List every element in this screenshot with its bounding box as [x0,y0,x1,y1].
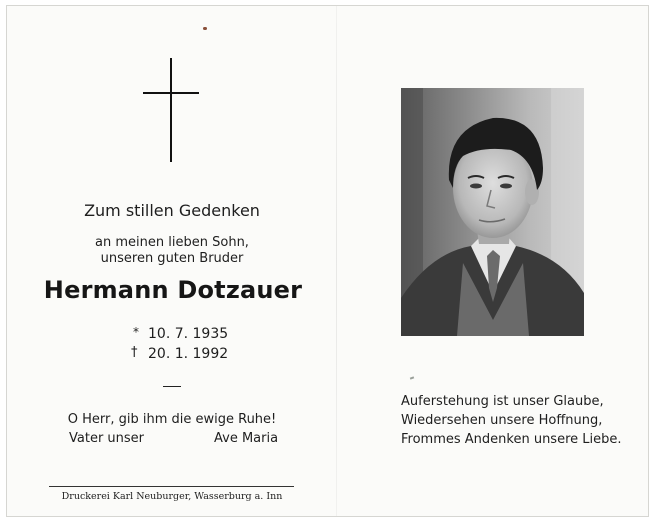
fold-line [336,6,337,516]
birth-date: 10. 7. 1935 [148,326,229,342]
death-cross-symbol: † [131,345,138,360]
deceased-name: Hermann Dotzauer [43,276,303,304]
separator-dash [163,386,181,387]
paper-mark [410,376,414,379]
verse-line-3: Frommes Andenken unsere Liebe. [401,432,622,447]
prayer-ave-maria: Ave Maria [214,431,279,446]
memorial-heading: Zum stillen Gedenken [84,201,260,220]
relation-line-2: unseren guten Bruder [100,251,244,266]
birth-symbol: * [133,325,139,339]
relation-line-1: an meinen lieben Sohn, [95,235,249,250]
footer-rule [49,486,294,487]
death-date: 20. 1. 1992 [148,346,229,362]
printer-imprint: Druckerei Karl Neuburger, Wasserburg a. Inn [61,491,283,502]
paper-speck [203,27,207,30]
prayer-vater-unser: Vater unser [69,431,145,446]
memorial-card [6,5,649,517]
verse-line-1: Auferstehung ist unser Glaube, [401,394,604,409]
prayer-line: O Herr, gib ihm die ewige Ruhe! [67,412,277,427]
verse-line-2: Wiedersehen unsere Hoffnung, [401,413,603,428]
portrait-photo [401,88,584,336]
